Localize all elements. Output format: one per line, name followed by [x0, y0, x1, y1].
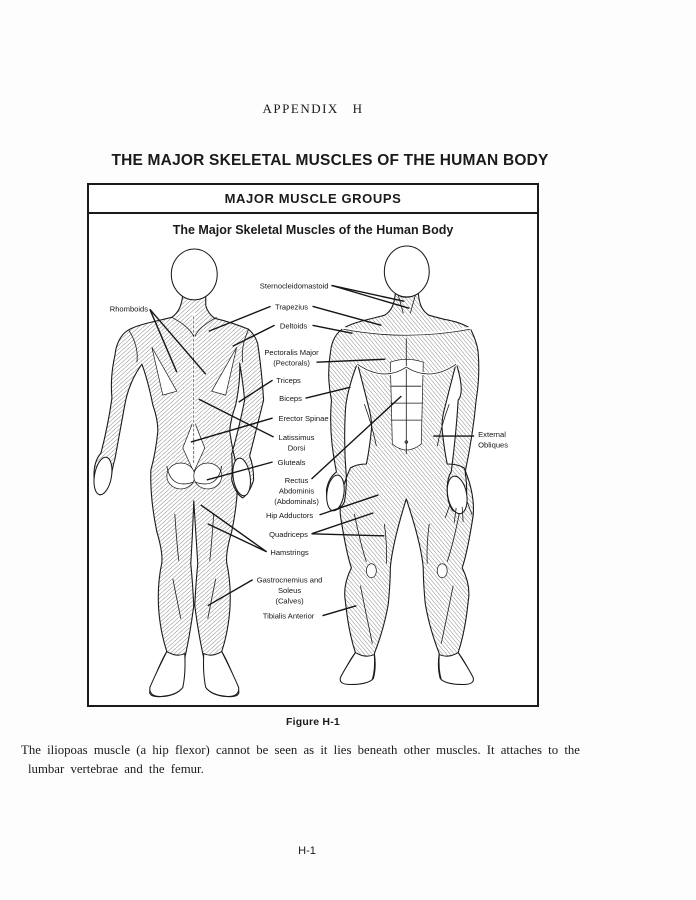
muscle-label-text: Biceps: [279, 394, 302, 404]
back-left-glute: [167, 463, 195, 489]
muscle-label-text: Quadriceps: [269, 529, 308, 539]
appendix-header: APPENDIX H: [262, 101, 364, 116]
front-kneecap-right: [437, 564, 447, 578]
paragraph-line: lumbar vertebrae and the femur.: [28, 762, 204, 776]
muscle-label-text: Hip Adductors: [265, 510, 314, 520]
muscle-label-text: External Obliques: [478, 430, 509, 450]
muscle-label-text: Deltoids: [279, 321, 308, 331]
muscle-label-text: Gastrocnemius and Soleus (Calves): [256, 575, 323, 606]
front-kneecap-left: [366, 564, 376, 578]
paragraph-line: The iliopoas muscle (a hip flexor) cannot be seen as it lies beneath other muscles. It attaches to the: [21, 743, 580, 757]
front-right-foot: [439, 653, 473, 685]
back-body-outline: [94, 294, 264, 696]
figure-box: [87, 183, 539, 707]
front-left-foot: [340, 653, 374, 685]
muscle-label-text: Rectus Abdominis (Abdominals): [274, 475, 319, 506]
muscle-label-text: Trapezius: [275, 302, 309, 312]
figure-box-content: [89, 214, 537, 705]
muscle-diagram: [89, 214, 537, 705]
figure-caption: Figure H-1: [286, 716, 340, 728]
body-paragraph: [21, 741, 627, 779]
page-number: H-1: [298, 845, 316, 857]
figure-box-header: MAJOR MUSCLE GROUPS: [89, 185, 537, 214]
muscle-label-text: Rhomboids: [109, 304, 149, 314]
muscle-label-text: Hamstrings: [270, 547, 309, 557]
muscle-label-text: Erector Spinae: [278, 414, 329, 424]
muscle-label-text: Latissimus Dorsi: [278, 433, 315, 453]
back-view-figure: [91, 249, 263, 697]
back-left-foot: [150, 652, 185, 697]
muscle-label-tibialis-anterior: [263, 606, 357, 621]
muscle-label-text: Tibialis Anterior: [262, 611, 315, 621]
muscle-label-text: Gluteals: [277, 457, 306, 467]
muscle-label-text: Sternocleidomastoid: [259, 281, 329, 291]
front-view-figure: [325, 246, 479, 685]
page-title: THE MAJOR SKELETAL MUSCLES OF THE HUMAN BODY: [111, 152, 549, 169]
back-head: [171, 249, 217, 300]
muscle-label-text: Pectoralis Major (Pectorals): [264, 348, 319, 368]
back-right-glute: [194, 463, 222, 489]
back-left-hand: [91, 456, 114, 496]
muscle-label-text: Triceps: [276, 376, 301, 386]
leader-line: [313, 306, 382, 325]
front-head: [384, 246, 429, 297]
back-right-foot: [203, 652, 238, 697]
figure-subtitle: The Major Skeletal Muscles of the Human Body: [172, 223, 454, 237]
